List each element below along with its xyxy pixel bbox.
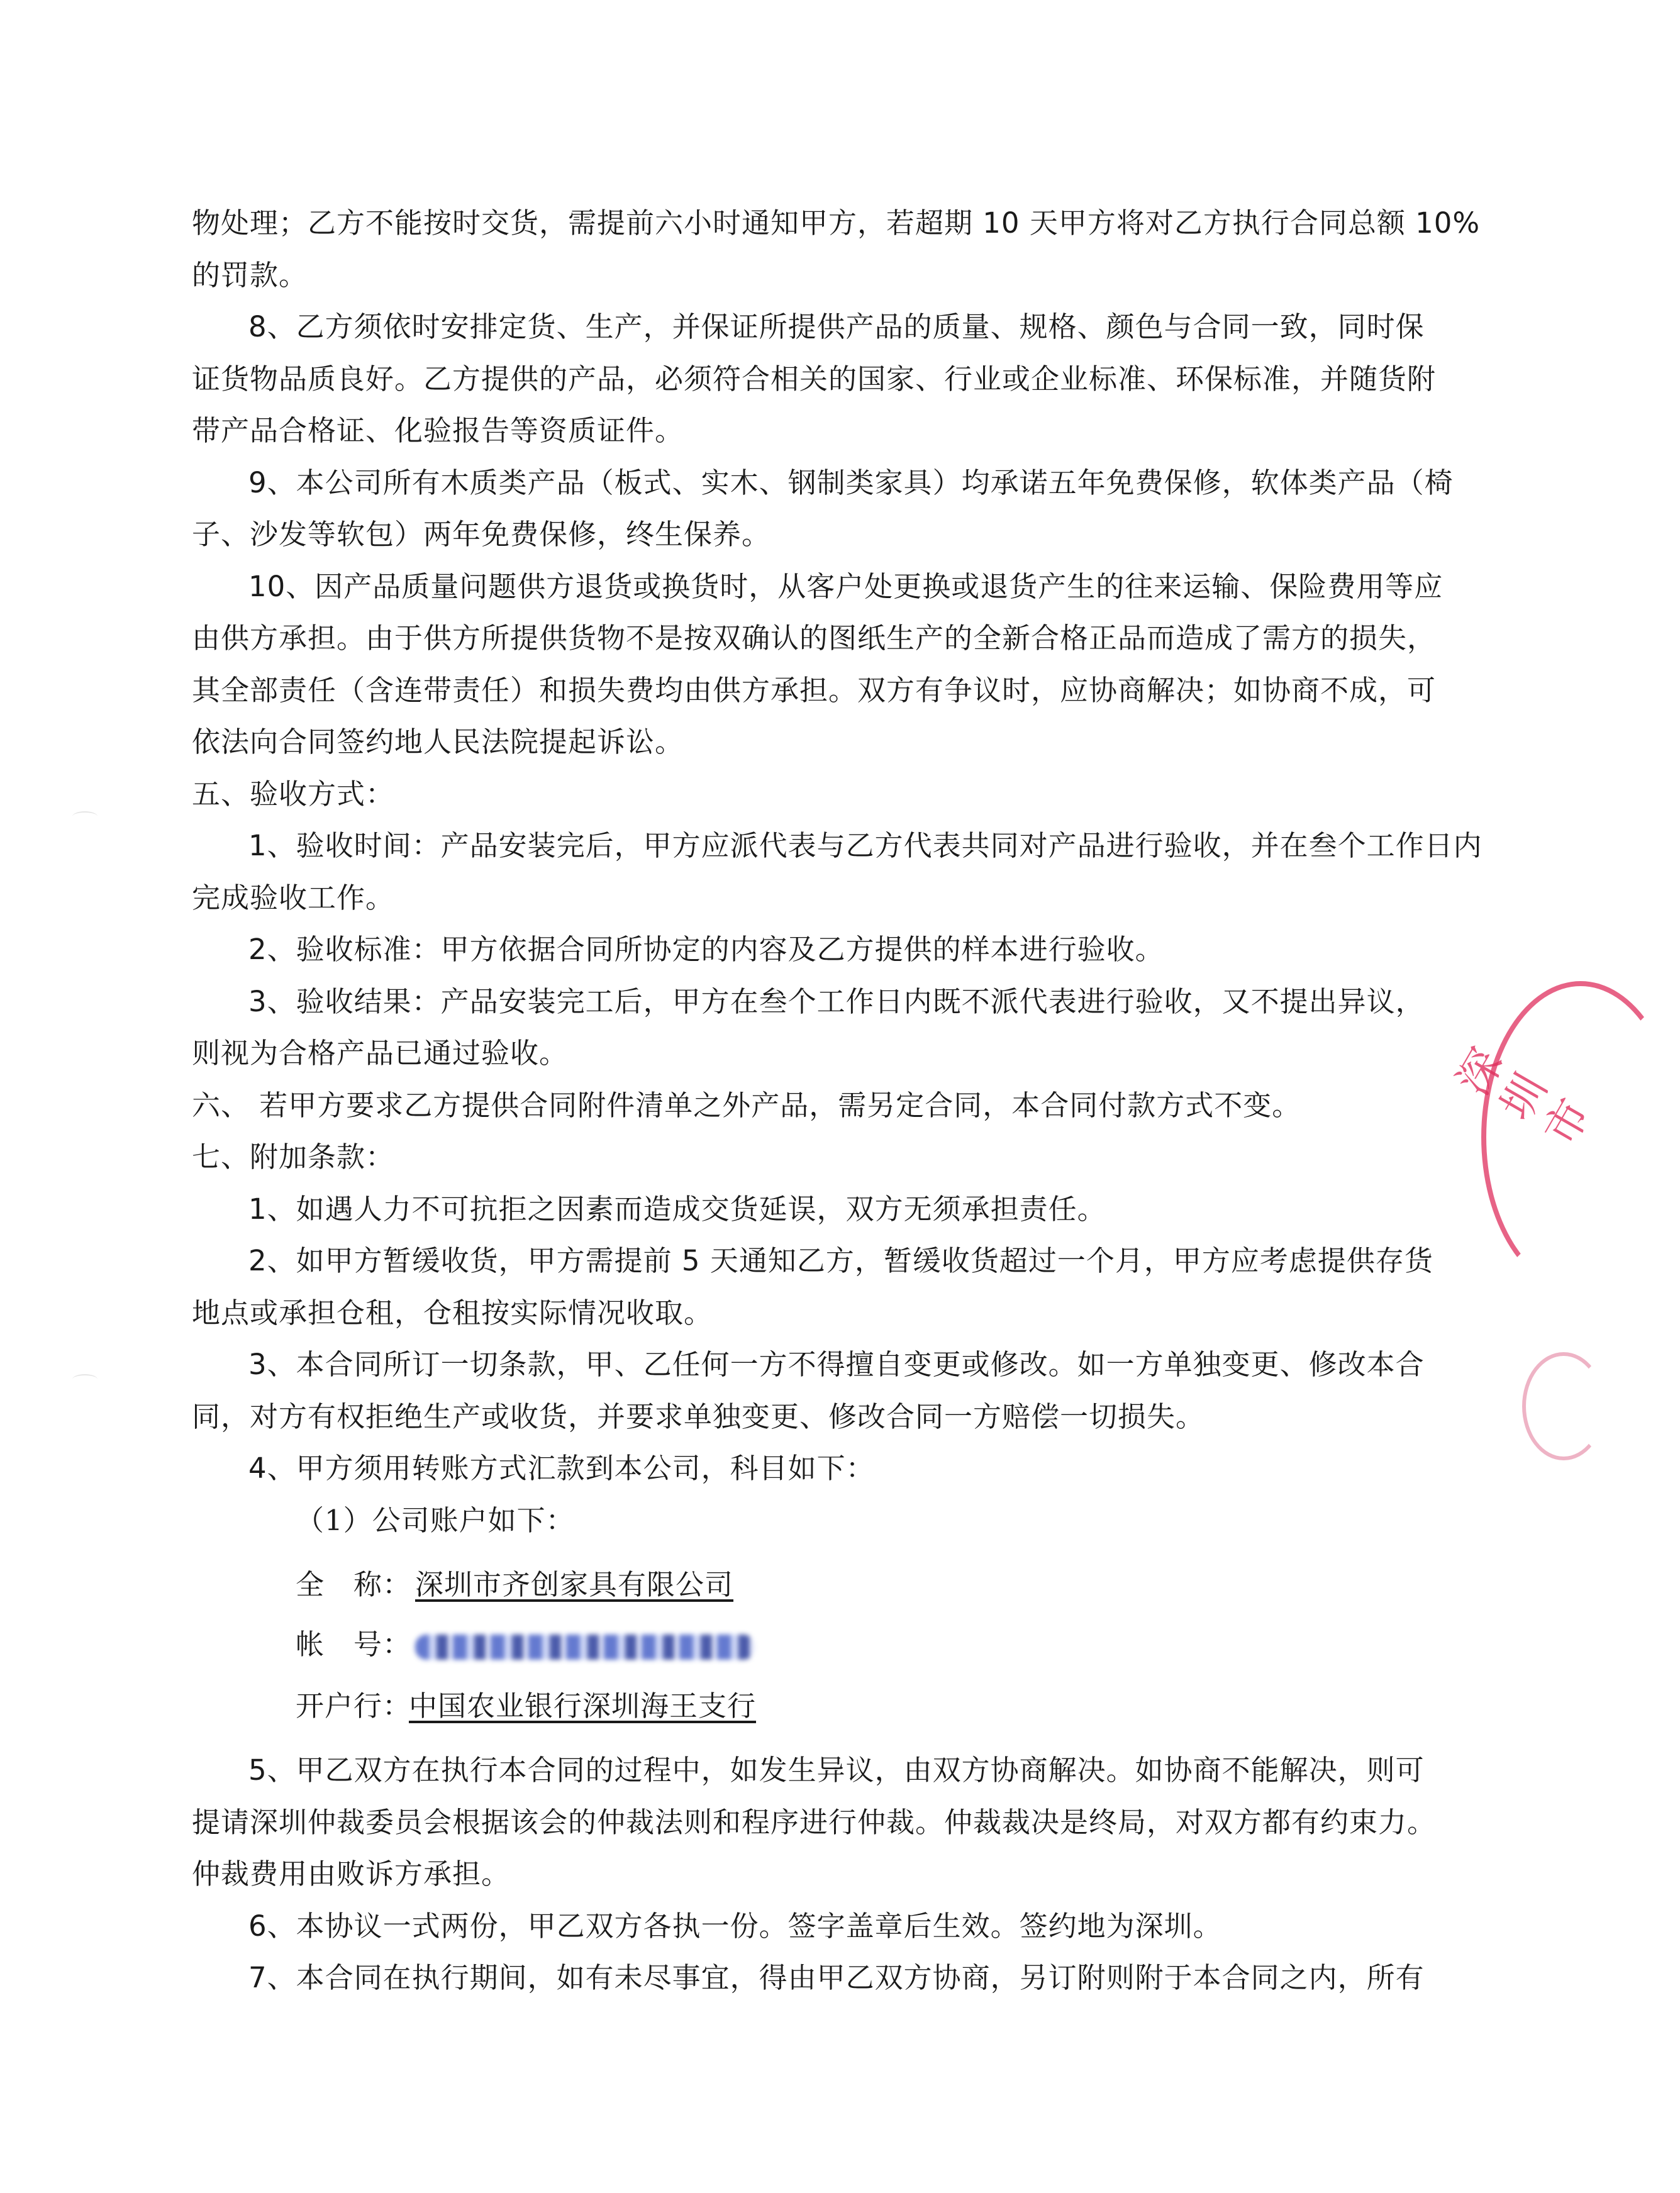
acceptance-result: 3、验收结果：产品安装完工后，甲方在叁个工作日内既不派代表进行验收，又不提出异议， [248, 985, 1425, 1018]
account-bank-row [296, 1687, 1478, 1725]
account-name-label: 全 称： [296, 1568, 412, 1601]
scan-mark [72, 1374, 97, 1384]
clause-10: 10、因产品质量问题供方退货或换货时，从客户处更换或退货产生的往来运输、保险费用等应 [248, 570, 1444, 603]
body-line: 物处理；乙方不能按时交货，需提前六小时通知甲方，若超期 10 天甲方将对乙方执行合同总额 10% [192, 206, 1481, 240]
acceptance-standard: 2、验收标准：甲方依据合同所协定的内容及乙方提供的样本进行验收。 [248, 933, 1164, 966]
body-line: 的罚款。 [192, 258, 308, 292]
account-bank-value: 中国农业银行深圳海王支行 [409, 1689, 757, 1723]
body-line: 地点或承担仓租，仓租按实际情况收取。 [192, 1296, 713, 1330]
account-name-value: 深圳市齐创家具有限公司 [415, 1568, 734, 1601]
section-heading-6: 六、 若甲方要求乙方提供合同附件清单之外产品，需另定合同，本合同付款方式不变。 [192, 1089, 1301, 1122]
account-name-row [296, 1566, 1478, 1604]
body-line: 子、沙发等软包）两年免费保修，终生保养。 [192, 518, 771, 551]
extra-clause-4: 4、甲方须用转账方式汇款到本公司，科目如下： [248, 1452, 875, 1485]
company-seal-text: 深圳市 [1447, 1040, 1601, 1155]
extra-clause-7: 7、本合同在执行期间，如有未尽事宜，得由甲乙双方协商，另订附则附于本合同之内，所有 [248, 1961, 1425, 1994]
account-number-row [296, 1626, 1478, 1663]
clause-9: 9、本公司所有木质类产品（板式、实木、钢制类家具）均承诺五年免费保修，软体类产品（椅 [248, 466, 1454, 499]
body-line: 完成验收工作。 [192, 881, 395, 914]
account-bank-label: 开户行： [296, 1689, 412, 1723]
body-line: 则视为合格产品已通过验收。 [192, 1036, 569, 1070]
body-line: 仲裁费用由败诉方承担。 [192, 1857, 511, 1890]
section-heading-5: 五、验收方式： [192, 777, 395, 811]
body-line: 由供方承担。由于供方所提供货物不是按双确认的图纸生产的全新合格正品而造成了需方的损失， [192, 621, 1437, 655]
account-number-redacted [415, 1635, 755, 1660]
scan-mark [72, 811, 97, 821]
section-heading-7: 七、附加条款： [192, 1140, 395, 1174]
extra-clause-6: 6、本协议一式两份，甲乙双方各执一份。签字盖章后生效。签约地为深圳。 [248, 1909, 1222, 1943]
body-line: 其全部责任（含连带责任）和损失费均由供方承担。双方有争议时，应协商解决；如协商不成，可 [192, 674, 1437, 707]
seal-fragment [1522, 1352, 1605, 1460]
body-line: 带产品合格证、化验报告等资质证件。 [192, 414, 684, 447]
account-number-label: 帐 号： [296, 1628, 412, 1661]
account-heading: （1）公司账户如下： [296, 1504, 575, 1537]
extra-clause-1: 1、如遇人力不可抗拒之因素而造成交货延误，双方无须承担责任。 [248, 1192, 1106, 1226]
body-line: 提请深圳仲裁委员会根据该会的仲裁法则和程序进行仲裁。仲裁裁决是终局，对双方都有约束力。 [192, 1806, 1437, 1839]
extra-clause-5: 5、甲乙双方在执行本合同的过程中，如发生异议，由双方协商解决。如协商不能解决，则可 [248, 1753, 1425, 1787]
body-line: 证货物品质良好。乙方提供的产品，必须符合相关的国家、行业或企业标准、环保标准，并随货附 [192, 362, 1437, 396]
extra-clause-3: 3、本合同所订一切条款，甲、乙任何一方不得擅自变更或修改。如一方单独变更、修改本合 [248, 1348, 1425, 1381]
extra-clause-2: 2、如甲方暂缓收货，甲方需提前 5 天通知乙方，暂缓收货超过一个月，甲方应考虑提供存货 [248, 1244, 1433, 1277]
clause-8: 8、乙方须依时安排定货、生产，并保证所提供产品的质量、规格、颜色与合同一致，同时保 [248, 310, 1425, 343]
acceptance-time: 1、验收时间：产品安装完后，甲方应派代表与乙方代表共同对产品进行验收，并在叁个工作日内 [248, 829, 1483, 862]
body-line: 依法向合同签约地人民法院提起诉讼。 [192, 725, 684, 758]
body-line: 同，对方有权拒绝生产或收货，并要求单独变更、修改合同一方赔偿一切损失。 [192, 1400, 1205, 1433]
